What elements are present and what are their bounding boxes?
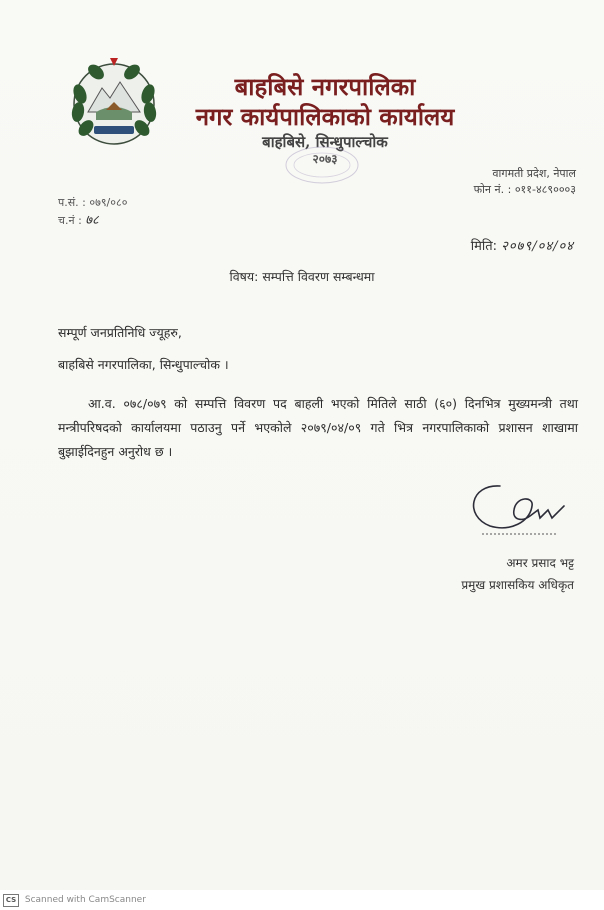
letter-date [471, 236, 574, 254]
ps-line [58, 194, 127, 212]
contact-info [474, 166, 576, 198]
signature-icon [460, 476, 584, 540]
signatory-name: अमर प्रसाद भट्ट [506, 556, 574, 570]
camscanner-logo-icon: CS [3, 894, 19, 907]
office-location: बाहबिसे, सिन्धुपाल्चोक [262, 133, 388, 151]
scanner-footer [0, 890, 604, 910]
subject-line: विषय: सम्पत्ति विवरण सम्बन्धमा [229, 269, 375, 284]
ps-label: प.सं. : [58, 196, 86, 209]
signatory-block [461, 552, 574, 596]
office-name: नगर कार्यपालिकाको कार्यालय [195, 102, 455, 131]
reference-block [58, 194, 127, 230]
addressee-line-2: बाहबिसे नगरपालिका, सिन्धुपाल्चोक । [58, 357, 229, 372]
chn-label: च.नं : [58, 214, 82, 227]
chn-line [58, 212, 127, 230]
addressee-line-1: सम्पूर्ण जनप्रतिनिधि ज्यूहरु, [58, 325, 182, 340]
date-value: २०७९/०४/०४ [501, 239, 574, 254]
phone-text: फोन नं. : ०११-४८९०००३ [473, 183, 576, 196]
province-text: वागमती प्रदेश, नेपाल [492, 167, 576, 180]
chn-value: ७८ [85, 213, 99, 228]
government-emblem-icon [66, 54, 162, 150]
camscanner-text: Scanned with CamScanner [24, 895, 146, 905]
date-label: मिति: [470, 239, 498, 254]
ps-value: ०७९/०८० [89, 196, 128, 209]
faint-stamp-icon [262, 140, 382, 190]
letter-body: आ.व. ०७८/०७९ को सम्पत्ति विवरण पद बाहली भएको मितिले साठी (६०) दिनभित्र मुख्यमन्त्री तथा मन्त्रीपरिषदको कार्यालयमा पठाउनु पर्ने भएकोले २०७९/०४/०९ गते भित्र नगरपालिकाको प्रशासन शाखामा बुझाईदिनहुन अनुरोध छ । [58, 396, 578, 459]
municipality-name: बाहबिसे नगरपालिका [234, 72, 416, 101]
established-year: २०७३ [312, 152, 338, 166]
signatory-title: प्रमुख प्रशासकिय अधिकृत [461, 578, 574, 592]
